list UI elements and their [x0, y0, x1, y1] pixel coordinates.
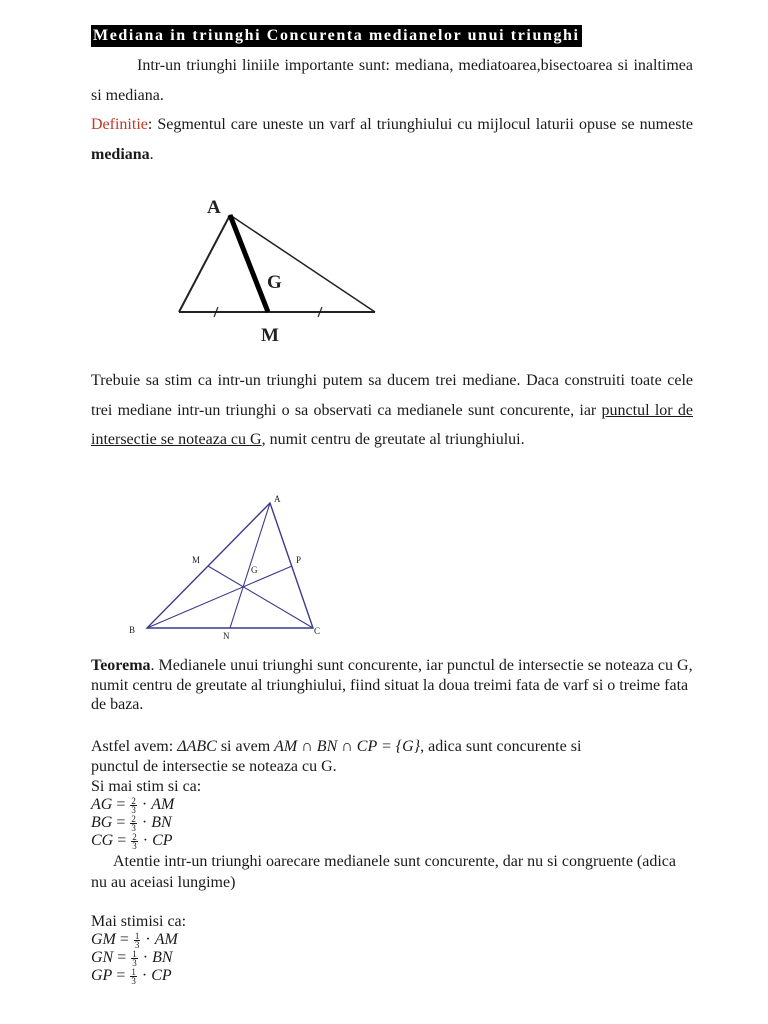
astfel-line-2: punctul de intersectie se noteaza cu G. — [91, 758, 337, 775]
astfel-prefix: Astfel avem: — [91, 738, 178, 755]
formula-lhs: GN — [91, 949, 114, 966]
definition-end: . — [149, 145, 154, 163]
concurrence-end: , numit centru de greutate al triunghiului. — [261, 431, 525, 448]
formula-row: GP = $\frac{1}{3}$ · CP — [91, 966, 172, 986]
label-m: M — [261, 325, 279, 346]
label-a: A — [207, 197, 221, 218]
fraction-num: 2 — [131, 813, 136, 824]
median-an — [230, 503, 270, 628]
label2-p: P — [296, 555, 302, 565]
fraction-num: 2 — [132, 831, 137, 842]
definition-term: mediana — [91, 145, 150, 163]
medians-figure — [110, 488, 370, 648]
astfel-middle: si avem — [216, 738, 275, 755]
formula-rhs: AM — [154, 931, 178, 948]
fraction-den: 3 — [132, 840, 137, 851]
label2-m: M — [192, 555, 201, 565]
intersection-formula: AM ∩ BN ∩ CP = {G} — [274, 738, 421, 755]
fraction-num: 2 — [131, 795, 136, 806]
formula-row: GN = $\frac{1}{3}$ · BN — [91, 948, 173, 968]
fraction-den: 3 — [132, 957, 137, 968]
median-am — [230, 215, 268, 312]
theorem-text: . Medianele unui triunghi sunt concurente, iar punctul de intersectie se noteaza cu G, numit centru de greutate al triunghiului, fiind situat la doua treimi fata de varf si o treime fata de baza. — [91, 657, 693, 713]
fraction — [130, 815, 137, 832]
theorem-label: Teorema — [91, 657, 151, 674]
label2-a: A — [274, 494, 281, 504]
label2-g: G — [251, 565, 258, 575]
label-g: G — [267, 272, 282, 293]
formula-lhs: GP — [91, 967, 113, 984]
formula-rhs: AM — [151, 796, 175, 813]
concurrence-text: Trebuie sa stim ca intr-un triunghi putem sa ducem trei mediane. Daca construiti toate cele trei mediane intr-un triunghi o sa observati ca medianele sunt concurente, iar — [91, 372, 693, 419]
formula-lhs: GM — [91, 931, 116, 948]
si-mai-stim: Si mai stim si ca: — [91, 778, 202, 795]
formula-row: BG = $\frac{2}{3}$ · BN — [91, 813, 172, 833]
triangle-abc — [147, 503, 313, 628]
fraction-den: 3 — [131, 804, 136, 815]
atentie-paragraph: Atentie intr-un triunghi oarecare medianele sunt concurente, dar nu si congruente (adica nu au aceiasi lungime) — [91, 853, 676, 891]
concurrence-underlined: punctul lor de intersectie se noteaza cu G — [91, 401, 693, 448]
label2-c: C — [314, 626, 321, 636]
median-bp — [147, 566, 292, 628]
fraction-den: 3 — [131, 975, 136, 986]
label2-n: N — [223, 631, 230, 641]
theorem-paragraph — [91, 656, 693, 715]
astfel-suffix: , adica sunt concurente si — [420, 738, 582, 755]
median-cm — [208, 566, 313, 628]
intro-paragraph: Intr-un triunghi liniile importante sunt: mediana, mediatoarea,bisectoarea si inaltimea si mediana. — [91, 57, 693, 104]
formula-row: AG = $\frac{2}{3}$ · AM — [91, 795, 175, 815]
label2-b: B — [129, 625, 136, 635]
formula-rhs: CP — [152, 832, 173, 849]
astfel-line — [91, 737, 581, 757]
fraction — [130, 797, 137, 814]
page-title: Mediana in triunghi Concurenta medianelor unui triunghi — [91, 25, 582, 47]
formula-lhs: BG — [91, 814, 113, 831]
formula-lhs: AG — [91, 796, 113, 813]
side-ac — [230, 215, 375, 312]
side-ab — [179, 215, 230, 312]
formula-rhs: BN — [152, 949, 173, 966]
definition-text: : Segmentul care uneste un varf al triunghiului cu mijlocul laturii opuse se numeste — [147, 116, 693, 133]
fraction-den: 3 — [134, 939, 140, 950]
fraction-num: 1 — [132, 948, 137, 959]
fraction — [134, 932, 141, 949]
fraction-num: 1 — [134, 930, 140, 941]
mai-stimisi: Mai stimisi ca: — [91, 913, 187, 930]
formula-lhs: CG — [91, 832, 114, 849]
formula-row: CG = $\frac{2}{3}$ · CP — [91, 831, 173, 851]
median-figure — [150, 180, 400, 355]
concurrence-paragraph — [91, 366, 693, 455]
fraction — [130, 968, 137, 985]
formula-rhs: BN — [151, 814, 172, 831]
fraction-den: 3 — [131, 822, 136, 833]
definition-label: Definitie — [91, 116, 148, 133]
fraction-num: 1 — [131, 966, 136, 977]
triangle-notation: ΔABC — [177, 738, 217, 755]
fraction — [131, 833, 138, 850]
formula-rhs: CP — [151, 967, 172, 984]
fraction — [131, 950, 138, 967]
definition-paragraph — [91, 110, 693, 169]
formula-row: GM = $\frac{1}{3}$ · AM — [91, 930, 178, 950]
